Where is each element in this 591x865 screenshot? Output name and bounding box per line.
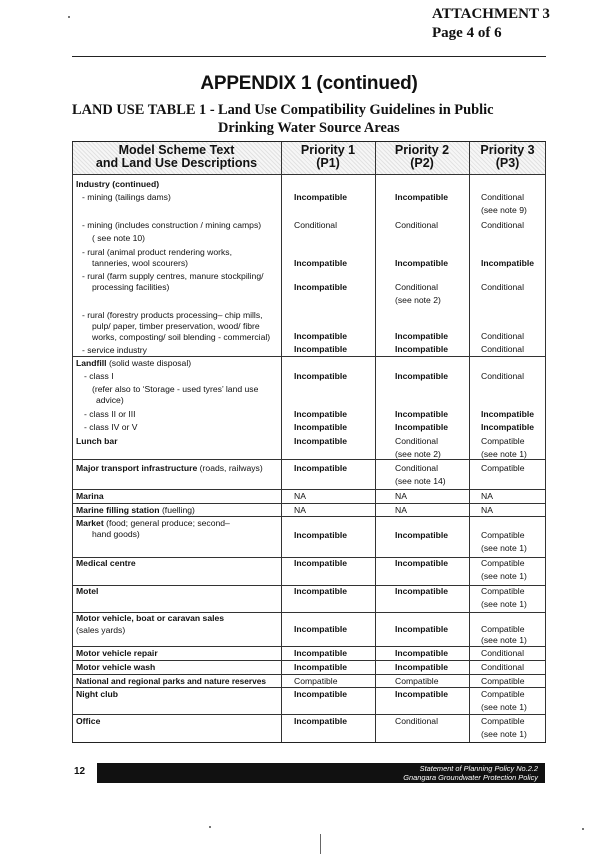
cell-p3: Compatible xyxy=(481,716,525,726)
row-label-landfill: Landfill (solid waste disposal) xyxy=(76,358,192,368)
cell-p1: Compatible xyxy=(294,676,338,686)
row-label-class-1: - class I xyxy=(84,371,114,381)
row-label-motor-vehicle-sales: Motor vehicle, boat or caravan sales xyxy=(76,613,225,623)
column-header-p1: Priority 1 (P1) xyxy=(300,143,356,170)
column-header-description: Model Scheme Text and Land Use Descriptions xyxy=(95,143,258,170)
row-label-motor-vehicle-sales-cont: (sales yards) xyxy=(76,625,126,635)
row-label-major-transport: Major transport infrastructure (roads, railways) xyxy=(76,463,263,473)
row-label-rural-forestry-cont: works, composting/ soil blending - commercial) xyxy=(92,332,271,342)
cell-p2: Conditional xyxy=(395,463,438,473)
row-label-service-industry: - service industry xyxy=(82,345,147,355)
scan-speck xyxy=(68,16,70,18)
cell-p2: Incompatible xyxy=(395,422,449,432)
column-divider xyxy=(72,142,73,742)
column-divider xyxy=(281,142,282,742)
cell-p3-note: (see note 1) xyxy=(481,449,527,459)
cell-p3-note: (see note 1) xyxy=(481,635,527,645)
cell-p3-note: (see note 1) xyxy=(481,599,527,609)
column-header-p2: Priority 2 (P2) xyxy=(394,143,450,170)
cell-p2: Incompatible xyxy=(395,624,449,634)
cell-p1: Incompatible xyxy=(294,436,348,446)
cell-p3-note: (see note 9) xyxy=(481,205,527,215)
row-label-motor-vehicle-repair: Motor vehicle repair xyxy=(76,648,158,658)
row-label-rural-farm-supply: - rural (farm supply centres, manure stockpiling/ xyxy=(82,271,264,281)
cell-p3: Compatible xyxy=(481,676,525,686)
cell-p3: Incompatible xyxy=(481,258,535,268)
cell-p3-note: (see note 1) xyxy=(481,571,527,581)
cell-p2: Incompatible xyxy=(395,344,449,354)
cell-p1: Incompatible xyxy=(294,422,348,432)
cell-p3: Compatible xyxy=(481,530,525,540)
cell-p2: Incompatible xyxy=(395,409,449,419)
row-label-market: Market (food; general produce; second– xyxy=(76,518,230,528)
cell-p2-note: (see note 14) xyxy=(395,476,446,486)
cell-p1: Incompatible xyxy=(294,716,348,726)
scan-binding-mark xyxy=(320,834,321,854)
row-label-note: (refer also to ‘Storage - used tyres’ land use xyxy=(92,384,259,394)
cell-p3: Conditional xyxy=(481,220,524,230)
column-header-p3: Priority 3 (P3) xyxy=(480,143,535,170)
cell-p2: Conditional xyxy=(395,716,438,726)
cell-p2: Incompatible xyxy=(395,258,449,268)
row-label-market-cont: hand goods) xyxy=(92,529,140,539)
table-title-line1: Land Use Compatibility Guidelines in Public xyxy=(218,102,494,118)
cell-p1: Incompatible xyxy=(294,648,348,658)
cell-p2: Incompatible xyxy=(395,662,449,672)
cell-p3-note: (see note 1) xyxy=(481,729,527,739)
row-label-note: advice) xyxy=(96,395,124,405)
row-label-class-2-3: - class II or III xyxy=(84,409,136,419)
cell-p2: NA xyxy=(395,505,407,515)
footer-policy-line: Statement of Planning Policy No.2.2 xyxy=(419,764,538,773)
row-label-marine-filling-station: Marine filling station (fuelling) xyxy=(76,505,195,515)
cell-p3: Compatible xyxy=(481,436,525,446)
footer-policy-line: Gnangara Groundwater Protection Policy xyxy=(403,773,538,782)
header-rule xyxy=(72,56,546,57)
cell-p1: NA xyxy=(294,491,306,501)
row-label-night-club: Night club xyxy=(76,689,119,699)
land-use-table xyxy=(72,141,546,743)
row-label-lunch-bar: Lunch bar xyxy=(76,436,118,446)
cell-p2: Incompatible xyxy=(395,331,449,341)
table-title-line2: Drinking Water Source Areas xyxy=(218,120,400,136)
row-label-rural-rendering-cont: tanneries, wool scourers) xyxy=(92,258,189,268)
cell-p1: Conditional xyxy=(294,220,337,230)
cell-p3: Conditional xyxy=(481,282,524,292)
cell-p1: Incompatible xyxy=(294,530,348,540)
row-label-rural-forestry: - rural (forestry products processing– chip mills, xyxy=(82,310,263,320)
row-label-national-parks: National and regional parks and nature reserves xyxy=(76,676,266,686)
cell-p1: Incompatible xyxy=(294,371,348,381)
column-divider xyxy=(545,142,546,742)
cell-p1: Incompatible xyxy=(294,192,348,202)
row-label-mining-tailings: - mining (tailings dams) xyxy=(82,192,171,202)
cell-p2: NA xyxy=(395,491,407,501)
cell-p3: Incompatible xyxy=(481,422,535,432)
cell-p3-note: (see note 1) xyxy=(481,702,527,712)
cell-p3: Compatible xyxy=(481,558,525,568)
cell-p2: Incompatible xyxy=(395,586,449,596)
row-divider xyxy=(72,174,546,175)
cell-p3: Conditional xyxy=(481,648,524,658)
table-title-label: LAND USE TABLE 1 - xyxy=(72,102,215,118)
cell-p3: Conditional xyxy=(481,331,524,341)
row-divider xyxy=(72,459,546,460)
cell-p1: Incompatible xyxy=(294,331,348,341)
cell-p3: NA xyxy=(481,491,493,501)
row-label-rural-rendering: - rural (animal product rendering works, xyxy=(82,247,232,257)
column-divider xyxy=(469,142,470,742)
cell-p2: Conditional xyxy=(395,282,438,292)
cell-p1: NA xyxy=(294,505,306,515)
cell-p1: Incompatible xyxy=(294,558,348,568)
cell-p3: Conditional xyxy=(481,192,524,202)
cell-p1: Incompatible xyxy=(294,689,348,699)
attachment-label: ATTACHMENT 3 xyxy=(432,6,550,22)
row-label-motor-vehicle-wash: Motor vehicle wash xyxy=(76,662,156,672)
row-label-office: Office xyxy=(76,716,101,726)
cell-p1: Incompatible xyxy=(294,463,348,473)
cell-p1: Incompatible xyxy=(294,586,348,596)
cell-p1: Incompatible xyxy=(294,624,348,634)
row-label-motel: Motel xyxy=(76,586,99,596)
cell-p1: Incompatible xyxy=(294,282,348,292)
column-divider xyxy=(375,142,376,742)
cell-p3-note: (see note 1) xyxy=(481,543,527,553)
cell-p1: Incompatible xyxy=(294,662,348,672)
row-divider xyxy=(72,489,546,490)
page-of-label: Page 4 of 6 xyxy=(432,25,502,41)
row-label-mining-camps: - mining (includes construction / mining camps) xyxy=(82,220,262,230)
cell-p3: NA xyxy=(481,505,493,515)
cell-p3: Conditional xyxy=(481,371,524,381)
scan-speck xyxy=(582,828,584,830)
appendix-title: APPENDIX 1 (continued) xyxy=(200,73,418,94)
cell-p1: Incompatible xyxy=(294,344,348,354)
footer-bar xyxy=(97,763,545,783)
cell-p3: Incompatible xyxy=(481,409,535,419)
cell-p1: Incompatible xyxy=(294,258,348,268)
cell-p2: Incompatible xyxy=(395,371,449,381)
row-label-note: ( see note 10) xyxy=(92,233,146,243)
cell-p3: Conditional xyxy=(481,344,524,354)
cell-p2: Conditional xyxy=(395,436,438,446)
cell-p2: Incompatible xyxy=(395,689,449,699)
cell-p3: Compatible xyxy=(481,689,525,699)
row-label-marina: Marina xyxy=(76,491,104,501)
row-label-class-4-5: - class IV or V xyxy=(84,422,138,432)
cell-p3: Compatible xyxy=(481,624,525,634)
cell-p2: Conditional xyxy=(395,220,438,230)
cell-p3: Conditional xyxy=(481,662,524,672)
cell-p2: Incompatible xyxy=(395,648,449,658)
cell-p3: Compatible xyxy=(481,586,525,596)
row-label-rural-farm-supply-cont: processing facilities) xyxy=(92,282,170,292)
cell-p2: Incompatible xyxy=(395,558,449,568)
cell-p1: Incompatible xyxy=(294,409,348,419)
attachment-header xyxy=(432,5,582,43)
page-number: 12 xyxy=(74,766,86,777)
scan-speck xyxy=(209,826,211,828)
cell-p3: Compatible xyxy=(481,463,525,473)
row-label-industry: Industry (continued) xyxy=(76,179,160,189)
cell-p2-note: (see note 2) xyxy=(395,295,441,305)
cell-p2: Incompatible xyxy=(395,530,449,540)
row-label-medical-centre: Medical centre xyxy=(76,558,136,568)
cell-p2: Incompatible xyxy=(395,192,449,202)
row-label-rural-forestry-cont: pulp/ paper, timber preservation, wood/ fibre xyxy=(92,321,260,331)
cell-p2: Compatible xyxy=(395,676,439,686)
cell-p2-note: (see note 2) xyxy=(395,449,441,459)
